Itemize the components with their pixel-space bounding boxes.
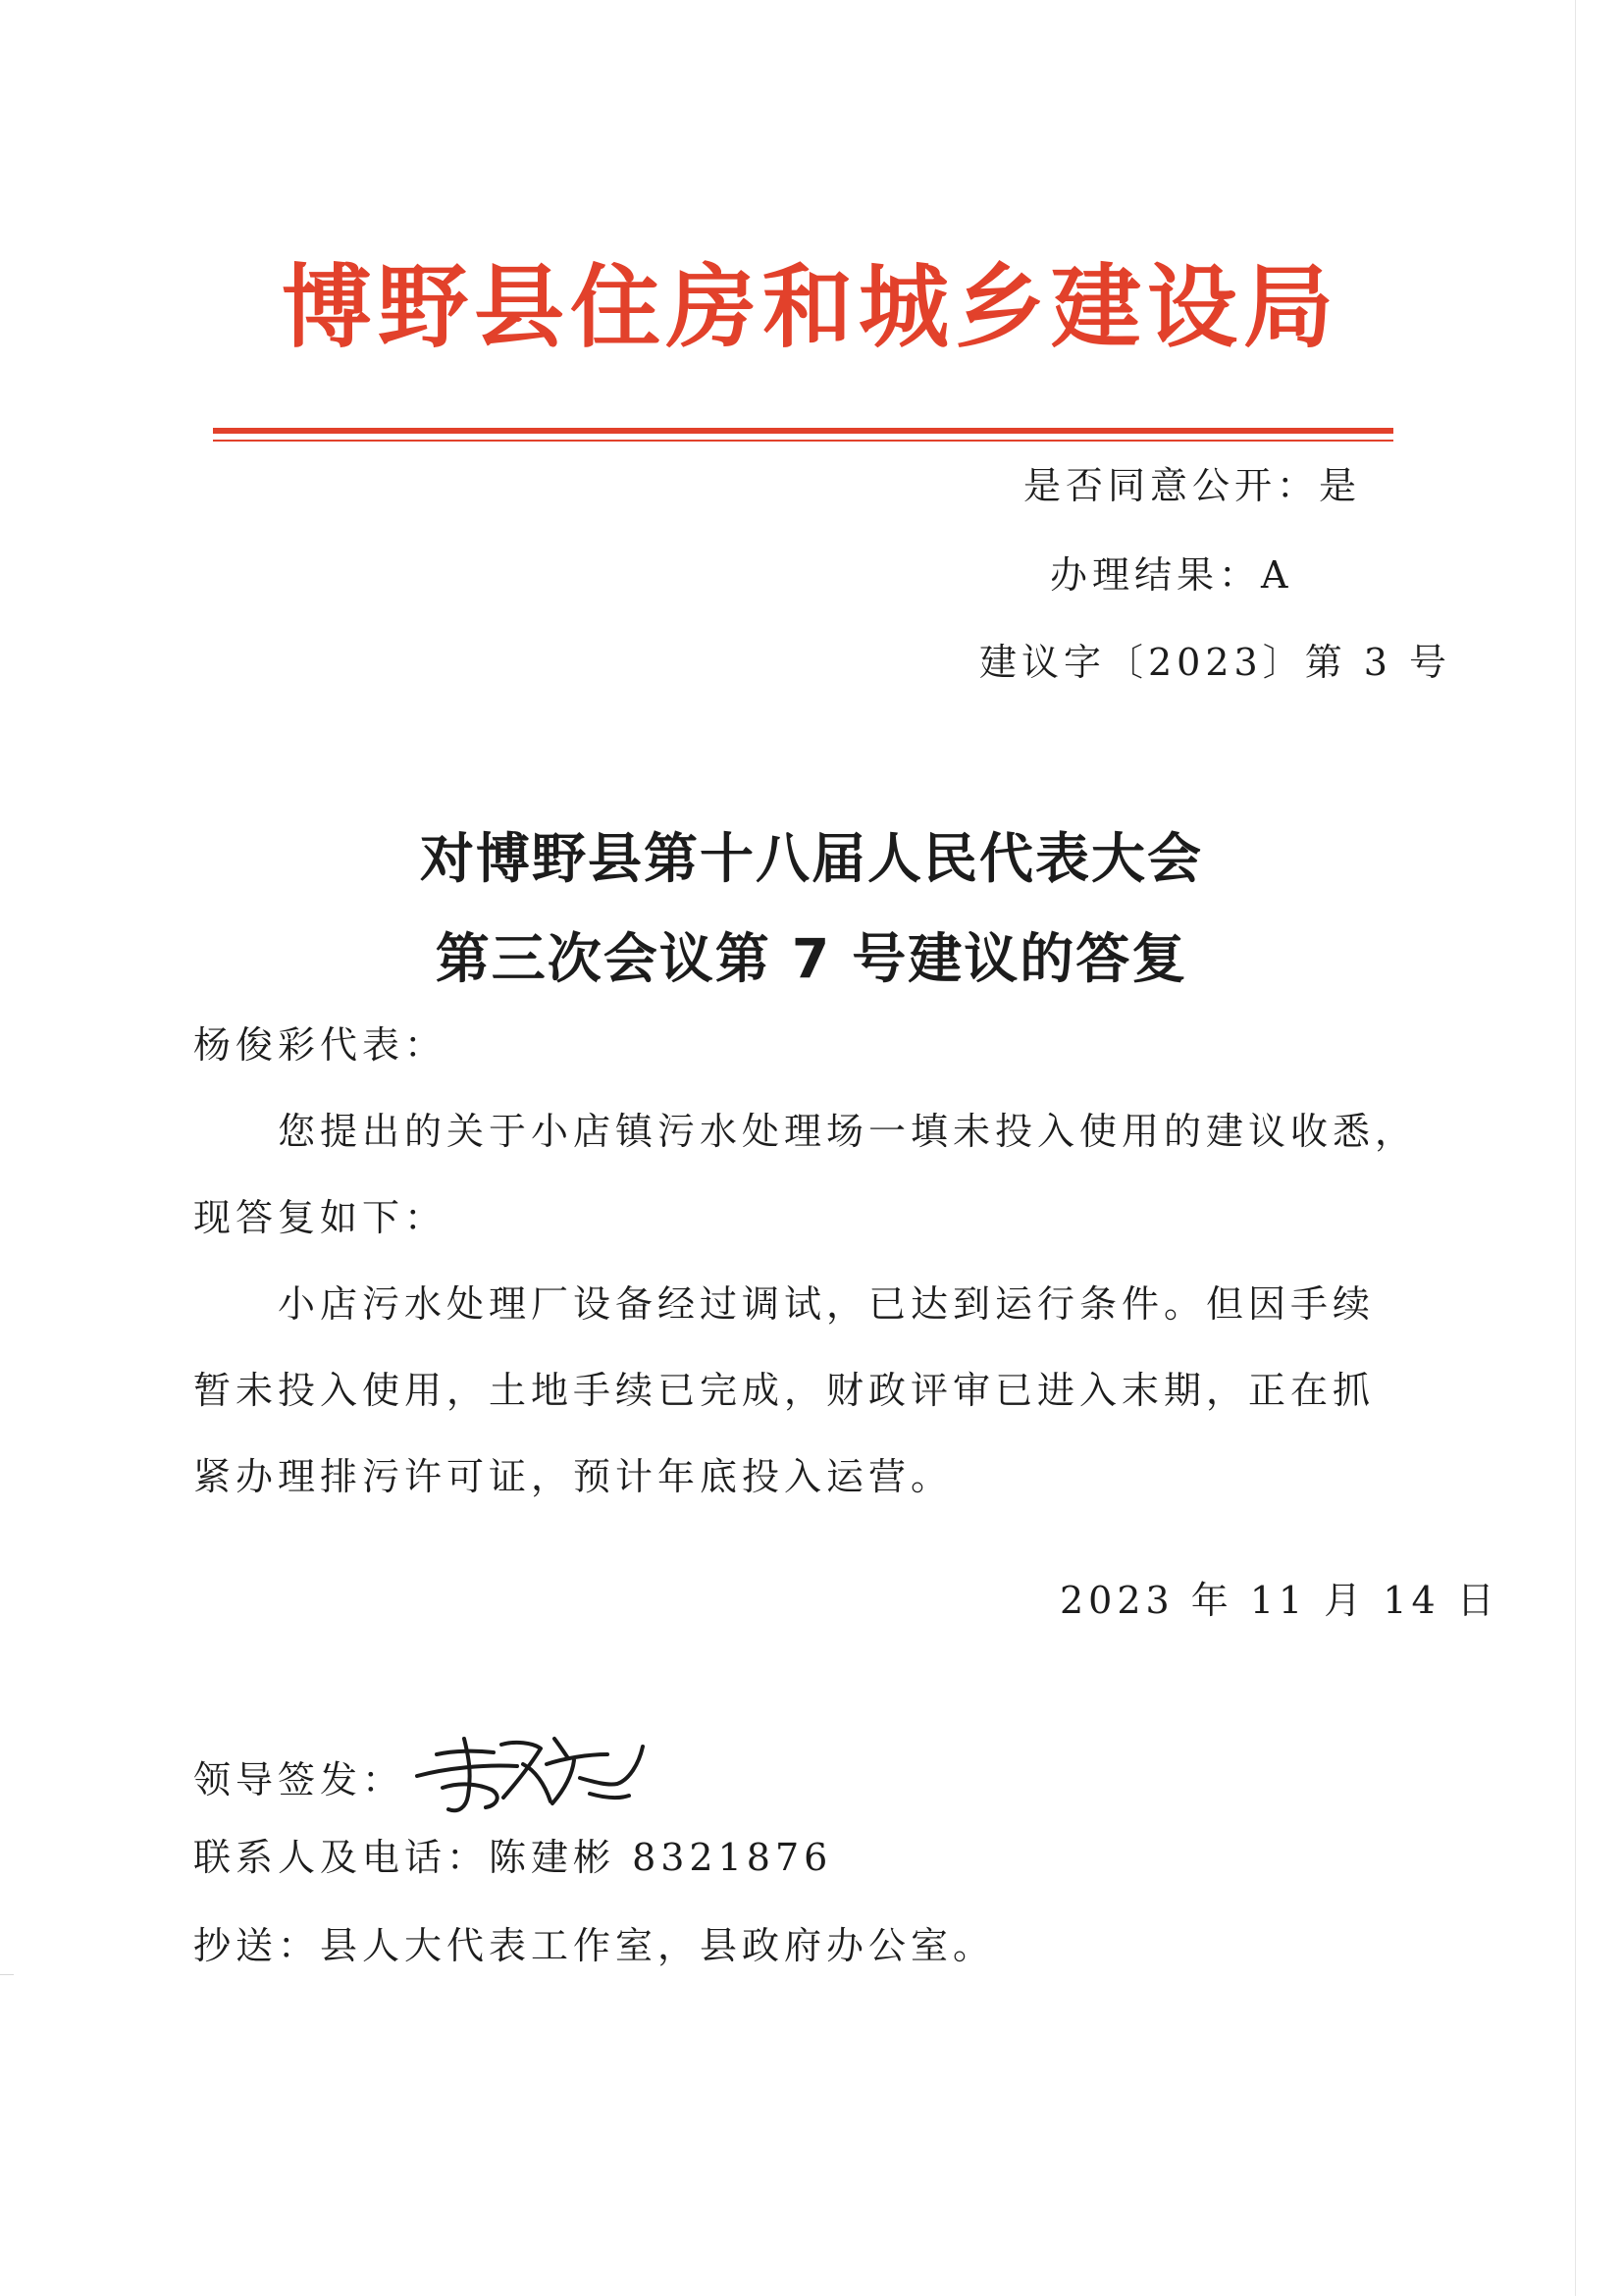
page-edge-line [1575, 0, 1576, 2296]
document-title-line-2: 第三次会议第 7 号建议的答复 [435, 927, 1188, 990]
paragraph-1-line-2: 现答复如下： [193, 1196, 447, 1239]
letterhead-org-name: 博野县住房和城乡建设局 [281, 255, 1339, 360]
document-title-line-1: 对博野县第十八届人民代表大会 [419, 827, 1203, 890]
page-edge-tick [0, 1974, 14, 1975]
handwritten-signature [407, 1725, 653, 1819]
contact-person-phone: 联系人及电话：陈建彬 8321876 [193, 1836, 833, 1879]
reply-date: 2023 年 11 月 14 日 [1060, 1579, 1499, 1622]
letterhead-rule-thick [213, 428, 1393, 434]
letterhead-rule-thin [213, 440, 1393, 442]
paragraph-1-line-1: 您提出的关于小店镇污水处理场一填未投入使用的建议收悉， [278, 1110, 1418, 1153]
signoff-label: 领导签发： [193, 1758, 405, 1801]
paragraph-2-line-2: 暂未投入使用，土地手续已完成，财政评审已进入末期，正在抓 [193, 1369, 1376, 1412]
paragraph-2-line-3: 紧办理排污许可证，预计年底投入运营。 [193, 1455, 954, 1498]
document-number: 建议字〔2023〕第 3 号 [979, 641, 1452, 684]
disclosure-status: 是否同意公开：是 [1023, 464, 1362, 507]
handling-result: 办理结果：A [1050, 553, 1293, 597]
salutation: 杨俊彩代表： [193, 1023, 447, 1067]
paragraph-2-line-1: 小店污水处理厂设备经过调试，已达到运行条件。但因手续 [278, 1282, 1376, 1326]
cc-recipients: 抄送：县人大代表工作室，县政府办公室。 [193, 1924, 996, 1967]
